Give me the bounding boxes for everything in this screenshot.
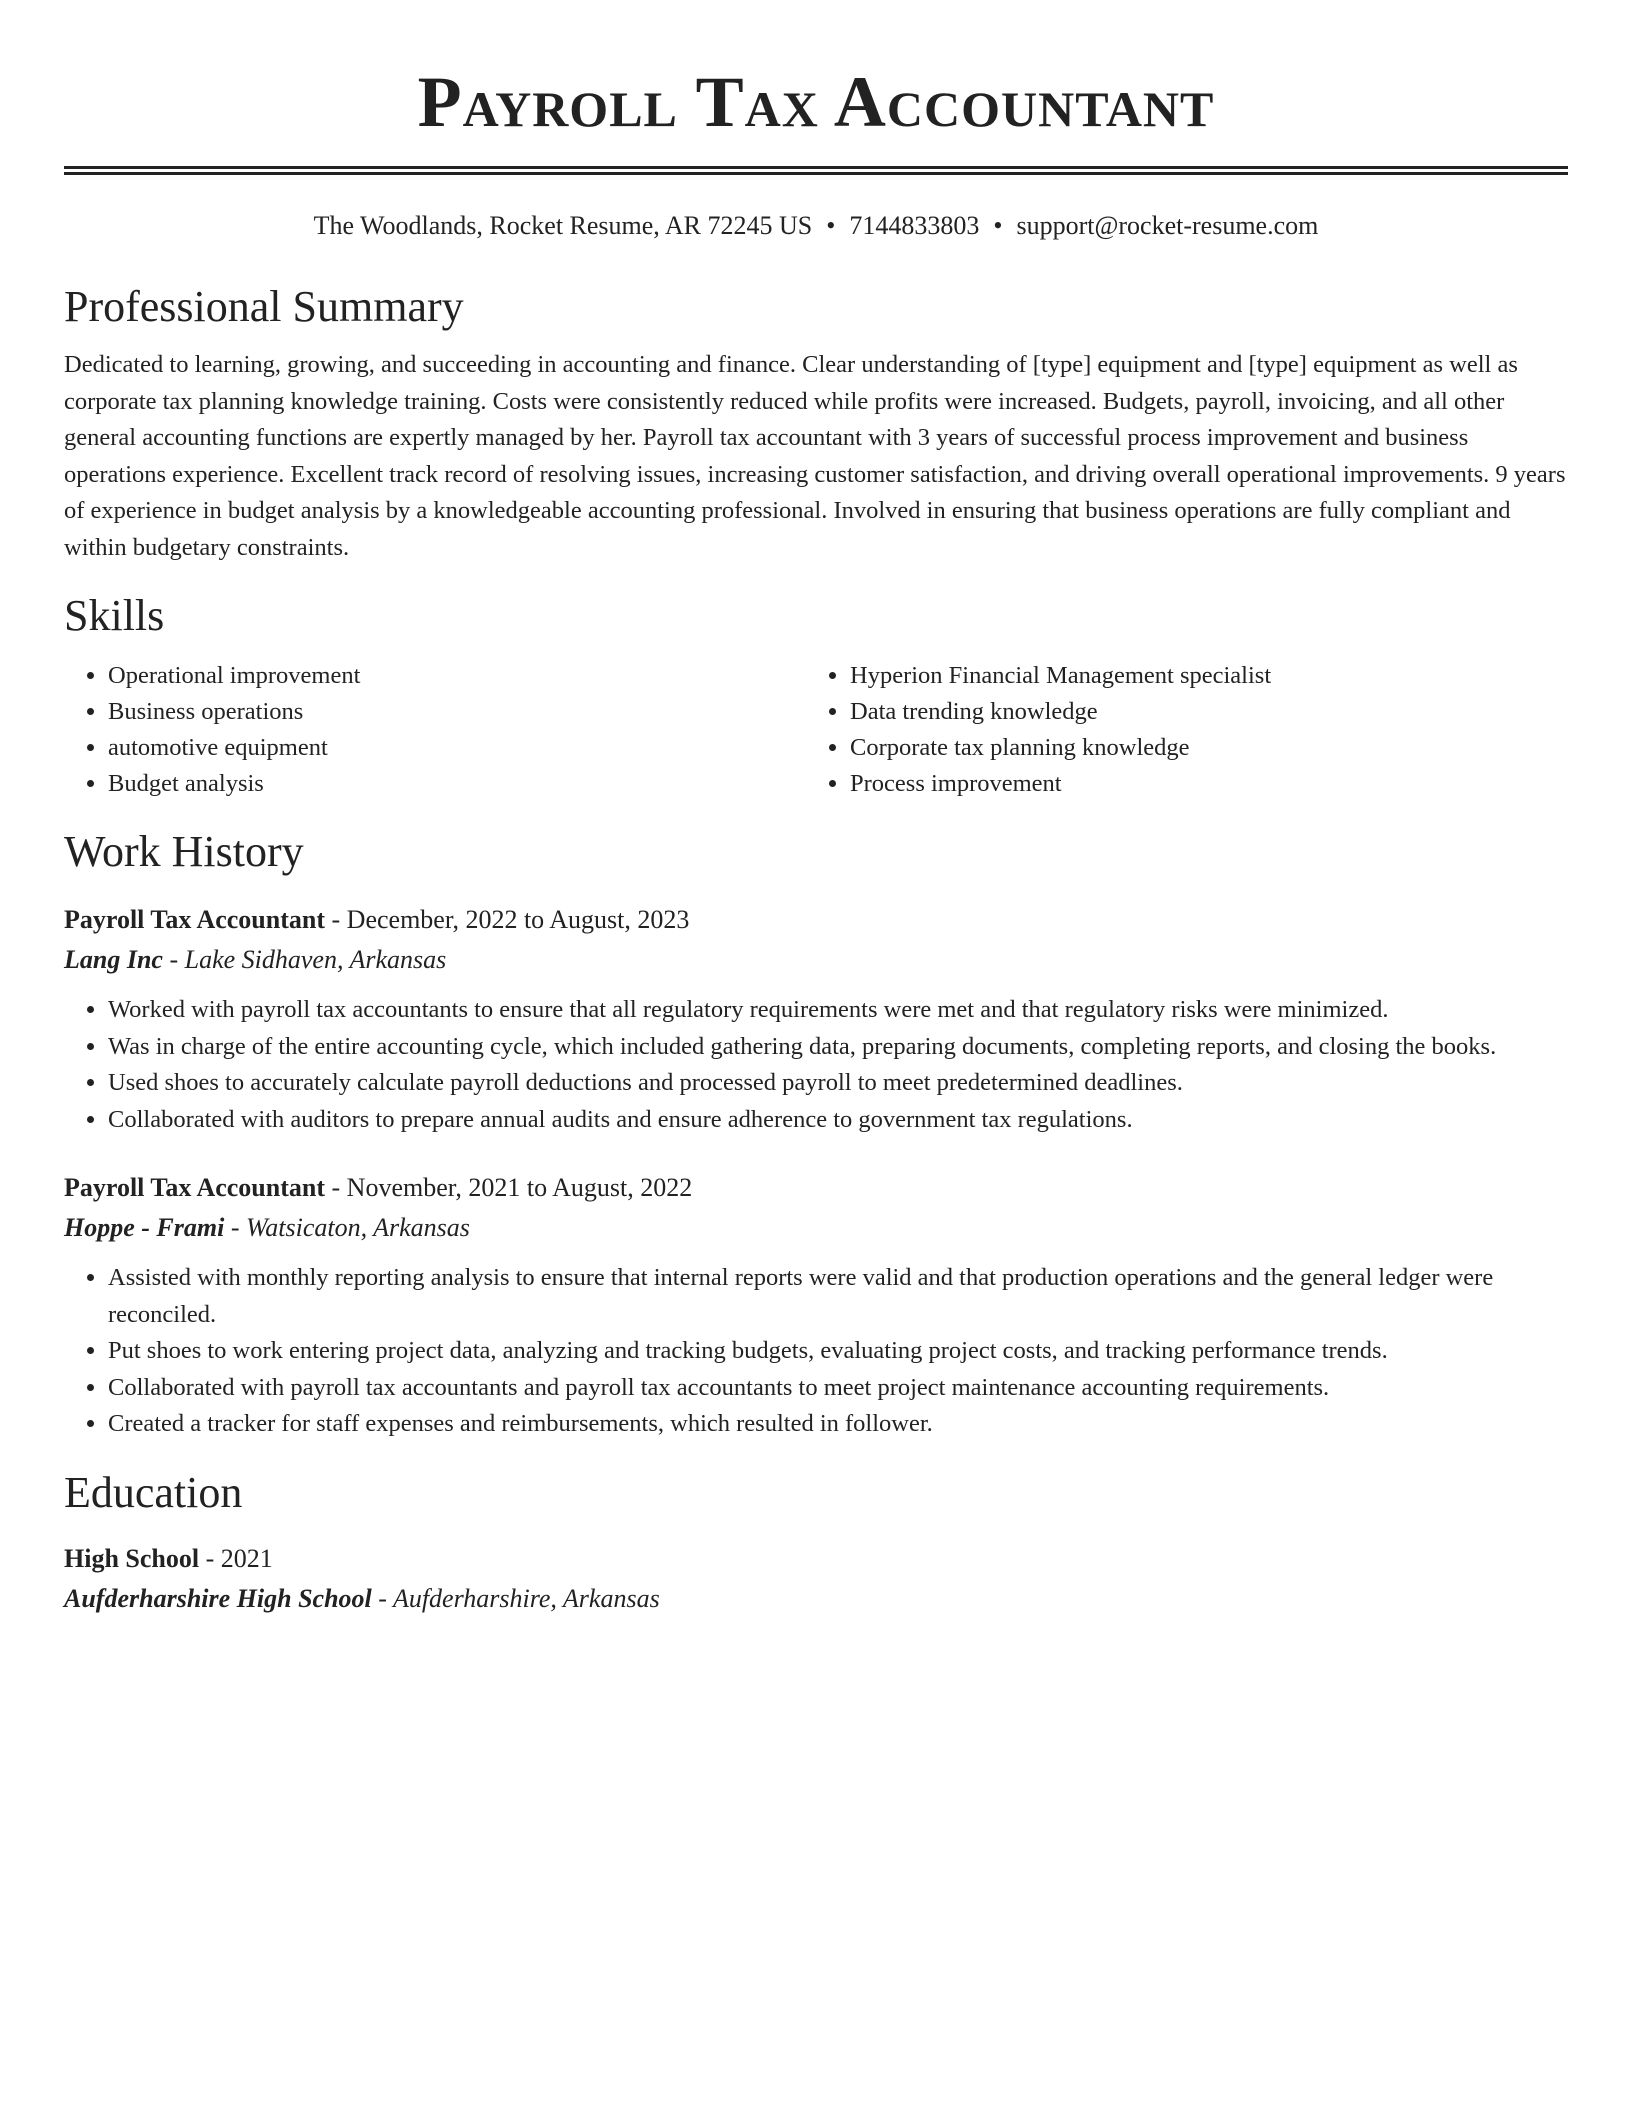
education-heading: Education xyxy=(64,1467,243,1517)
education-school-line xyxy=(64,1581,1568,1617)
education-entry xyxy=(64,1541,1568,1617)
job-entry xyxy=(64,1170,1568,1443)
skill-item: • Corporate tax planning knowledge xyxy=(850,730,1548,766)
contact-address: The Woodlands, Rocket Resume, AR 72245 US xyxy=(313,211,813,240)
contact-separator: • xyxy=(993,211,1003,240)
contact-email: support@rocket-resume.com xyxy=(1016,211,1319,240)
job-dates: - November, 2021 to August, 2022 xyxy=(325,1173,693,1202)
candidate-name: Payroll Tax Accountant xyxy=(417,62,1215,142)
job-company-line xyxy=(64,1210,1568,1246)
job-company: Hoppe - Frami xyxy=(64,1213,225,1242)
skill-item: • Data trending knowledge xyxy=(850,694,1548,730)
job-title-line xyxy=(64,902,1568,938)
job-bullet: • Collaborated with payroll tax accountants and payroll tax accountants to meet project maintenance accounting requirements. xyxy=(108,1370,1568,1407)
job-bullet: • Put shoes to work entering project data, analyzing and tracking budgets, evaluating project costs, and tracking performance trends. xyxy=(108,1333,1568,1370)
job-bullet: • Assisted with monthly reporting analysis to ensure that internal reports were valid and that production operations and the general ledger were reconciled. xyxy=(108,1260,1568,1333)
job-company: Lang Inc xyxy=(64,945,163,974)
skill-item: • Operational improvement xyxy=(108,658,806,694)
resume-page xyxy=(64,0,1568,1617)
summary-heading: Professional Summary xyxy=(64,282,464,331)
job-bullet: • Worked with payroll tax accountants to ensure that all regulatory requirements were met and that regulatory risks were minimized. xyxy=(108,992,1568,1029)
job-title: Payroll Tax Accountant xyxy=(64,1173,326,1202)
education-location: - Aufderharshire, Arkansas xyxy=(371,1583,660,1613)
job-dates: - December, 2022 to August, 2023 xyxy=(325,905,690,934)
contact-line xyxy=(64,209,1568,243)
job-bullet: • Collaborated with auditors to prepare annual audits and ensure adherence to government tax regulations. xyxy=(108,1102,1568,1139)
summary-text: Dedicated to learning, growing, and succeeding in accounting and finance. Clear understanding of [type] equipment and [type] equipment as well as corporate tax planning knowledge training. Costs were consistently reduced while profits were increased. Budgets, payroll, invoicing, and all other general accounting functions are expertly managed by her. Payroll tax accountant with 3 years of successful process improvement and business operations experience. Excellent track record of resolving issues, increasing customer satisfaction, and driving overall operational improvements. 9 years of experience in budget analysis by a knowledgeable accounting professional. Involved in ensuring that business operations are fully compliant and within budgetary constraints. xyxy=(64,351,1566,561)
job-location: - Watsicaton, Arkansas xyxy=(224,1213,470,1242)
skill-item: • automotive equipment xyxy=(108,730,806,766)
education-school: Aufderharshire High School xyxy=(64,1583,372,1613)
skill-item: • Business operations xyxy=(108,694,806,730)
job-bullet: • Created a tracker for staff expenses and reimbursements, which resulted in follower. xyxy=(108,1406,1568,1443)
job-location: - Lake Sidhaven, Arkansas xyxy=(162,945,447,974)
contact-separator: • xyxy=(826,211,836,240)
skill-item: • Hyperion Financial Management specialist xyxy=(850,658,1548,694)
skills-heading: Skills xyxy=(64,591,165,640)
education-degree-line xyxy=(64,1541,1568,1577)
education-degree: High School xyxy=(64,1543,200,1573)
skills-column-left xyxy=(64,658,806,802)
job-title: Payroll Tax Accountant xyxy=(64,905,326,934)
work-history-heading: Work History xyxy=(64,827,304,876)
skill-item: • Budget analysis xyxy=(108,766,806,802)
contact-phone: 7144833803 xyxy=(849,211,980,240)
job-bullets xyxy=(64,1260,1568,1443)
job-company-line xyxy=(64,942,1568,978)
job-entry xyxy=(64,902,1568,1138)
job-bullets xyxy=(64,992,1568,1138)
job-bullet: • Was in charge of the entire accounting cycle, which included gathering data, preparing documents, completing reports, and closing the books. xyxy=(108,1029,1568,1066)
education-year: - 2021 xyxy=(199,1543,273,1573)
skills-list xyxy=(64,658,1568,802)
job-bullet: • Used shoes to accurately calculate payroll deductions and processed payroll to meet predetermined deadlines. xyxy=(108,1065,1568,1102)
skill-item: • Process improvement xyxy=(850,766,1548,802)
job-title-line xyxy=(64,1170,1568,1206)
skills-column-right xyxy=(806,658,1548,802)
header-divider xyxy=(64,166,1568,175)
